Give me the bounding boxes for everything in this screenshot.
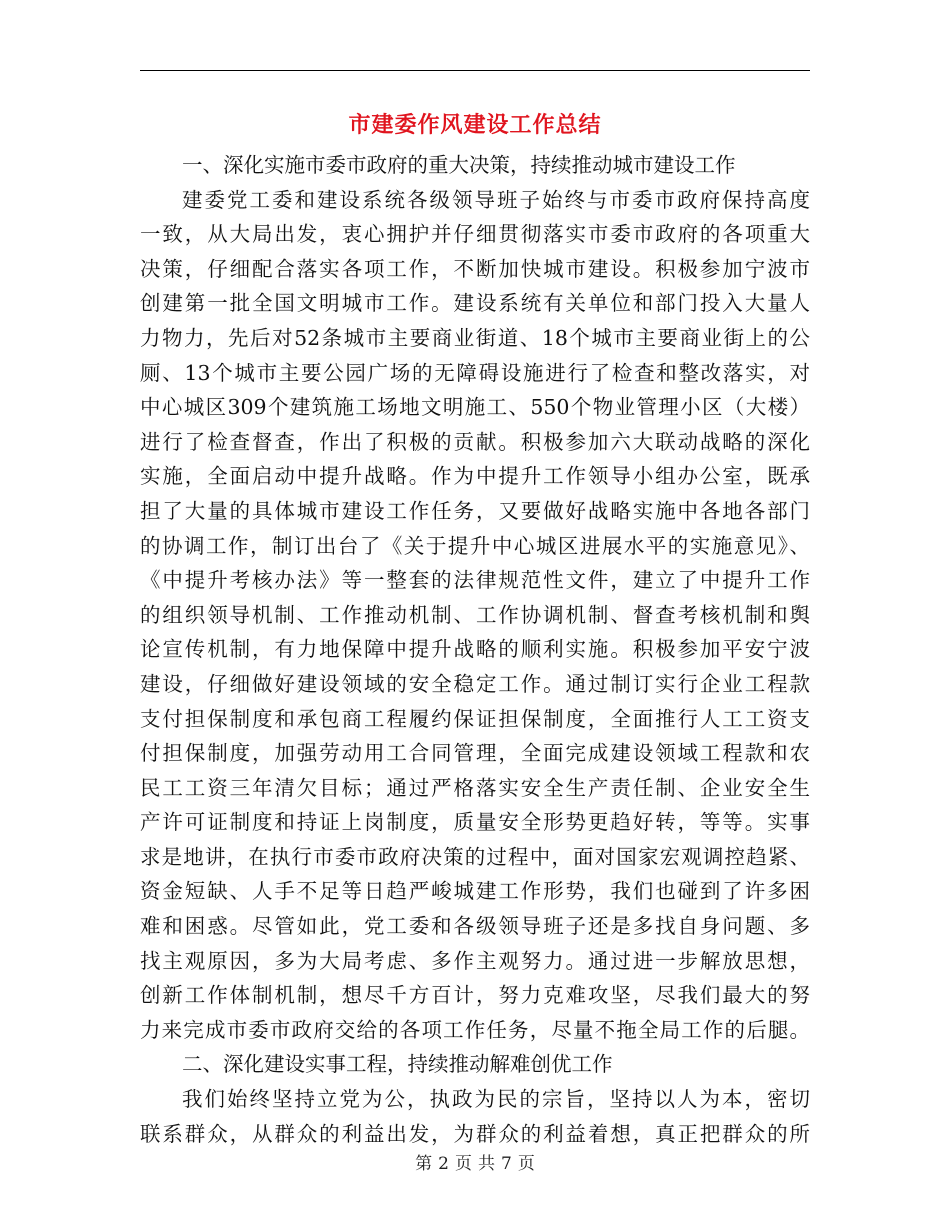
header-rule [140,70,810,71]
body-line: 建委党工委和建设系统各级领导班子始终与市委市政府保持高度 [182,187,810,212]
body-line: 支付担保制度和承包商工程履约保证担保制度，全面推行人工工资支 [140,706,810,731]
document-body [140,148,810,1151]
body-line: 创建第一批全国文明城市工作。建设系统有关单位和部门投入大量人 [140,291,810,316]
body-line: 民工工资三年清欠目标；通过严格落实安全生产责任制、企业安全生 [140,775,810,800]
body-line: 联系群众，从群众的利益出发，为群众的利益着想，真正把群众的所 [140,1121,810,1146]
body-line: 创新工作体制机制，想尽千方百计，努力克难攻坚，尽我们最大的努 [140,983,810,1008]
footer-page-prefix: 第 [415,1154,433,1174]
body-line: 我们始终坚持立党为公，执政为民的宗旨，坚持以人为本，密切 [182,1087,810,1112]
body-line: 的协调工作，制订出台了《关于提升中心城区进展水平的实施意见》、 [140,533,810,558]
body-line: 进行了检查督查，作出了积极的贡献。积极参加六大联动战略的深化 [140,429,810,454]
body-line: 难和困惑。尽管如此，党工委和各级领导班子还是多找自身问题、多 [140,914,810,939]
body-line: 一致，从大局出发，衷心拥护并仔细贯彻落实市委市政府的各项重大 [140,222,810,247]
page-footer [0,1152,950,1176]
body-line: 找主观原因，多为大局考虑、多作主观努力。通过进一步解放思想， [140,948,810,973]
body-line: 《中提升考核办法》等一整套的法律规范性文件，建立了中提升工作 [140,568,810,593]
body-line: 实施，全面启动中提升战略。作为中提升工作领导小组办公室，既承 [140,464,810,489]
body-line: 中心城区309个建筑施工场地文明施工、550个物业管理小区（大楼） [140,395,810,420]
document-title: 市建委作风建设工作总结 [348,112,602,138]
footer-total-prefix: 共 [478,1154,495,1174]
body-line: 付担保制度，加强劳动用工合同管理，全面完成建设领域工程款和农 [140,741,810,766]
body-line: 力物力，先后对52条城市主要商业街道、18个城市主要商业街上的公 [140,325,810,350]
footer-total-label: 页 [517,1154,535,1174]
body-line: 厕、13个城市主要公园广场的无障碍设施进行了检查和整改落实，对 [140,360,810,385]
footer-page-label: 页 [455,1154,472,1174]
body-line: 产许可证制度和持证上岗制度，质量安全形势更趋好转，等等。实事 [140,810,810,835]
footer-current-page: 2 [438,1154,449,1174]
body-line: 的组织领导机制、工作推动机制、工作协调机制、督查考核机制和舆 [140,602,810,627]
body-line: 一、深化实施市委市政府的重大决策，持续推动城市建设工作 [182,153,736,177]
body-line: 力来完成市委市政府交给的各项工作任务，尽量不拖全局工作的后腿。 [140,1017,810,1042]
footer-total-pages: 7 [501,1154,512,1174]
body-line: 论宣传机制，有力地保障中提升战略的顺利实施。积极参加平安宁波 [140,637,810,662]
body-line: 二、深化建设实事工程，持续推动解难创优工作 [182,1052,613,1077]
body-line: 决策，仔细配合落实各项工作，不断加快城市建设。积极参加宁波市 [140,256,810,281]
body-line: 担了大量的具体城市建设工作任务，又要做好战略实施中各地各部门 [140,498,810,523]
body-line: 资金短缺、人手不足等日趋严峻城建工作形势，我们也碰到了许多困 [140,879,810,904]
body-line: 建设，仔细做好建设领域的安全稳定工作。通过制订实行企业工程款 [140,671,810,696]
body-line: 求是地讲，在执行市委市政府决策的过程中，面对国家宏观调控趋紧、 [140,844,810,869]
